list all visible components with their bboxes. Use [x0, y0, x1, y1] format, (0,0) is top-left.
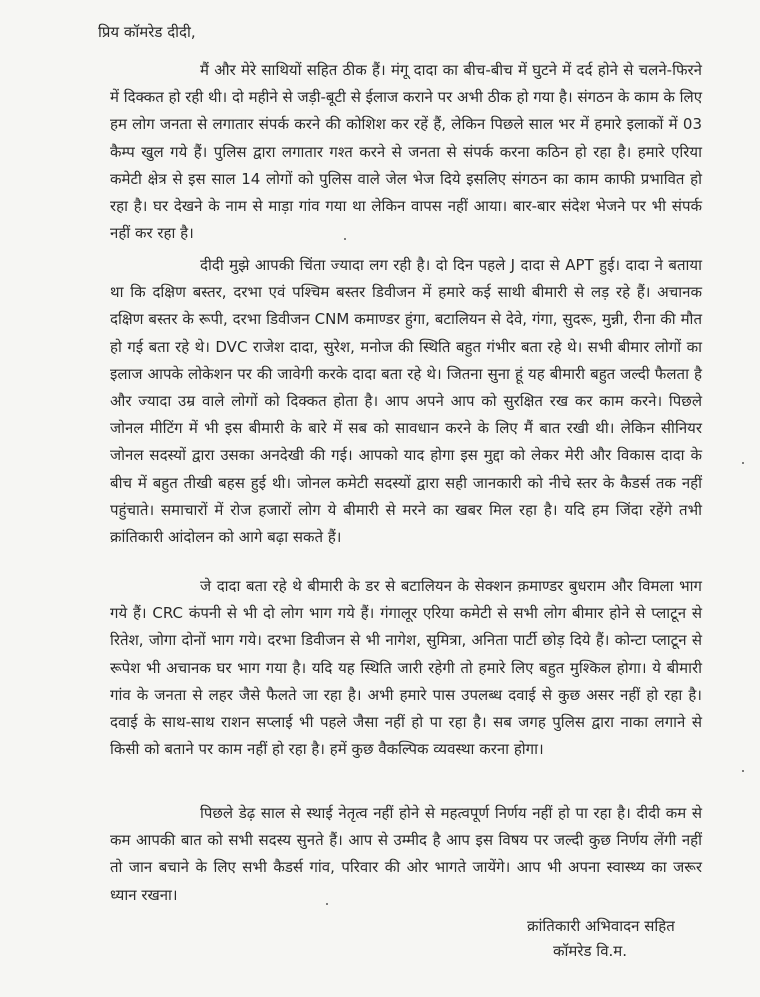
scan-speck [344, 238, 346, 240]
paragraph-4 [110, 800, 702, 909]
closing-block [527, 914, 675, 964]
paragraph-2 [110, 252, 702, 551]
scan-speck [742, 462, 744, 464]
paragraph-3-text: जे दादा बता रहे थे बीमारी के डर से बटालियन के सेक्शन क़माण्डर बुधराम और विमला भाग गये हैं। CRC कंपनी से भी दो लोग भाग गये हैं। गंगालूर एरिया कमेटी से सभी लोग बीमार होने से प्लाटून से रितेश, जोगा दोनों भाग गये। दरभा डिवीजन से भी नागेश, सुमित्रा, अनिता पार्टी छोड़ दिये हैं। कोन्टा प्लाटून से रूपेश भी अचानक घर भाग गया है। यदि यह स्थिति जारी रहेगी तो हमारे लिए बहुत मुश्किल होगा। ये बीमारी गांव के जनता से लहर जैसे फैलते जा रहा है। अभी हमारे पास उपलब्ध दवाई से कुछ असर नहीं हो रहा है। दवाई के साथ-साथ राशन सप्लाई भी पहले जैसा नहीं हो पा रहा है। सब जगह पुलिस द्वारा नाका लगाने से किसी को बताने पर काम नहीं हो रहा है। हमें कुछ वैकल्पिक व्यवस्था करना होगा। [110, 577, 702, 759]
scan-speck [742, 770, 744, 772]
scan-speck [326, 903, 328, 905]
paragraph-3 [110, 573, 702, 763]
paragraph-1-text: मैं और मेरे साथियों सहित ठीक हैं। मंगू दादा का बीच-बीच में घुटने में दर्द होने से चलने-फिरने में दिक्कत हो रही थी। दो महीने से जड़ी-बूटी से ईलाज कराने पर अभी ठीक हो गया है। संगठन के काम के लिए हम लोग जनता से लगातार संपर्क करने की कोशिश कर रहें हैं, लेकिन पिछले साल भर में हमारे इलाकों में 03 कैम्प खुल गये हैं। पुलिस द्वारा लगातार गश्त करने से जनता से संपर्क करना कठिन हो रहा है। हमारे एरिया कमेटी क्षेत्र से इस साल 14 लोगों को पुलिस वाले जेल भेज दिये इसलिए संगठन का काम काफी प्रभावित हो रहा है। घर देखने के नाम से माड़ा गांव गया था लेकिन वापस नहीं आया। बार-बार संदेश भेजने पर भी संपर्क नहीं कर रहा है। [110, 61, 702, 243]
paragraph-2-text: दीदी मुझे आपकी चिंता ज्यादा लग रही है। दो दिन पहले J दादा से APT हुई। दादा ने बताया था कि दक्षिण बस्तर, दरभा एवं पश्चिम बस्तर डिवीजन में हमारे कई साथी बीमारी से लड़ रहे हैं। अचानक दक्षिण बस्तर के रूपी, दरभा डिवीजन CNM कमाण्डर हुंगा, बटालियन से देवे, गंगा, सुदरू, मुन्नी, रीना की मौत हो गई बता रहे थे। DVC राजेश दादा, सुरेश, मनोज की स्थिति बहुत गंभीर बता रहे थे। सभी बीमार लोगों का इलाज आपके लोकेशन पर की जावेगी करके दादा बता रहे थे। जितना सुना हूं यह बीमारी बहुत जल्दी फैलता है और ज्यादा उम्र वाले लोगों को दिक्कत होता है। आप अपने आप को सुरक्षित रख कर काम करने। पिछले जोनल मीटिंग में भी इस बीमारी के बारे में सब को सावधान करने के लिए मैं बात रखी थी। लेकिन सीनियर जोनल सदस्यों द्वारा उसका अनदेखी की गई। आपको याद होगा इस मुद्दा को लेकर मेरी और विकास दादा के बीच में बहुत तीखी बहस हुई थी। जोनल कमेटी सदस्यों द्वारा सही जानकारी को नीचे स्तर के कैडर्स तक नहीं पहुंचाते। समाचारों में रोज हजारों लोग ये बीमारी से मरने का खबर मिल रहा है। यदि हम जिंदा रहेंगे तभी क्रांतिकारी आंदोलन को आगे बढ़ा सकते हैं। [110, 256, 702, 547]
signature: कॉमरेड वि.म. [553, 942, 628, 960]
paragraph-1 [110, 57, 702, 247]
closing-line: क्रांतिकारी अभिवादन सहित [527, 917, 675, 935]
salutation: प्रिय कॉमरेड दीदी, [98, 23, 196, 41]
paragraph-4-text: पिछले डेढ़ साल से स्थाई नेतृत्व नहीं होने से महत्वपूर्ण निर्णय नहीं हो पा रहा है। दीदी कम से कम आपकी बात को सभी सदस्य सुनते हैं। आप से उम्मीद है आप इस विषय पर जल्दी कुछ निर्णय लेंगी नहीं तो जान बचाने के लिए सभी कैडर्स गांव, परिवार की ओर भागते जायेंगे। आप भी अपना स्वास्थ्य का जरूर ध्यान रखना। [110, 804, 702, 904]
